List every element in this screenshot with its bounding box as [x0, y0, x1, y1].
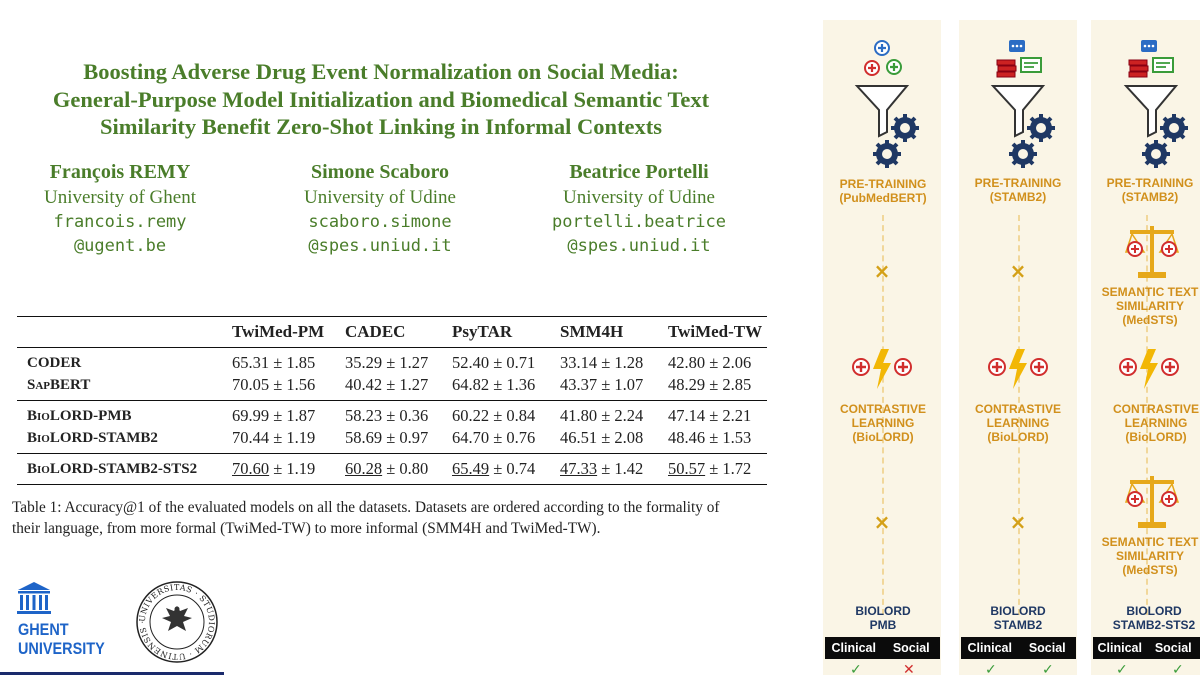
table-row	[17, 348, 767, 375]
clinical-label: Clinical	[825, 637, 883, 659]
step-source: (BioLORD)	[1081, 430, 1200, 444]
step-source: (STAMB2)	[1075, 190, 1200, 204]
skip-x-icon: ×	[1008, 512, 1028, 532]
step-contrastive-label	[808, 402, 958, 444]
results-table	[17, 316, 767, 485]
contrastive-learning-icon	[987, 347, 1051, 391]
author-2	[260, 160, 500, 258]
step-title: PRE-TRAINING	[808, 177, 958, 191]
ghent-university-logo	[14, 580, 124, 660]
step-pretraining-label	[808, 177, 958, 205]
model-output-name: BIOLORD	[1079, 604, 1200, 618]
table-cell	[668, 454, 767, 485]
clinical-label: Clinical	[961, 637, 1019, 659]
social-label: Social	[1019, 637, 1077, 659]
funnel-gears-icon	[1122, 82, 1196, 170]
skip-x-icon: ×	[1008, 261, 1028, 281]
balance-scale-icon	[1124, 472, 1180, 530]
model-output-variant: STAMB2-STS2	[1079, 618, 1200, 632]
table-cell	[345, 454, 452, 485]
table-cell: 70.44 ± 1.19	[232, 427, 345, 454]
step-source: (PubMedBERT)	[808, 191, 958, 205]
table-cell: 64.82 ± 1.36	[452, 374, 560, 401]
best-value: 70.60	[232, 459, 269, 478]
author-name: François REMY	[0, 160, 240, 185]
model-name: BioLORD-STAMB2	[17, 427, 232, 454]
table-cell	[560, 454, 668, 485]
title-line-3: Similarity Benefit Zero-Shot Linking in Informal Contexts	[0, 113, 762, 141]
check-icon: ✓	[1172, 662, 1184, 678]
step-source: (STAMB2)	[943, 190, 1093, 204]
table-cell: 48.46 ± 1.53	[668, 427, 767, 454]
best-value: 65.49	[452, 459, 489, 478]
ghent-building-icon	[14, 580, 54, 618]
funnel-gears-icon	[989, 82, 1063, 170]
table-header-cadec: CADEC	[345, 317, 452, 348]
caption-line-2: their language, from more formal (TwiMed-TW) to more informal (SMM4H and TwiMed-TW).	[12, 518, 782, 539]
clinical-label: Clinical	[1093, 637, 1147, 659]
std-value: ± 0.74	[493, 459, 535, 478]
contrastive-learning-icon	[851, 347, 915, 391]
table-header-psytar: PsyTAR	[452, 317, 560, 348]
model-name: BioLORD-STAMB2-STS2	[17, 454, 232, 485]
title-line-2: General-Purpose Model Initialization and Biomedical Semantic Text	[0, 86, 762, 114]
clinical-social-bar	[825, 637, 940, 659]
table-header-smm4h: SMM4H	[560, 317, 668, 348]
author-affiliation: University of Udine	[260, 185, 500, 210]
cross-icon: ✕	[903, 662, 915, 678]
author-1	[0, 160, 240, 258]
paper-title	[0, 58, 762, 141]
step-pretraining-label	[943, 176, 1093, 204]
std-value: ± 1.19	[273, 459, 315, 478]
step-title-2: SIMILARITY	[1075, 549, 1200, 563]
contrastive-learning-icon	[1118, 347, 1182, 391]
model-output-name: BIOLORD	[808, 604, 958, 618]
author-affiliation: University of Ghent	[0, 185, 240, 210]
table-cell: 41.80 ± 2.24	[560, 401, 668, 428]
model-name: CODER	[17, 348, 232, 375]
table-cell: 46.51 ± 2.08	[560, 427, 668, 454]
model-name: BioLORD-PMB	[17, 401, 232, 428]
step-title: PRE-TRAINING	[1075, 176, 1200, 190]
table-cell: 35.29 ± 1.27	[345, 348, 452, 375]
udine-seal-icon	[135, 580, 219, 664]
author-email-domain: @spes.uniud.it	[519, 234, 759, 258]
funnel-gears-icon	[853, 82, 927, 170]
table-cell: 70.05 ± 1.56	[232, 374, 345, 401]
skip-x-icon: ×	[872, 261, 892, 281]
step-title-2: LEARNING	[1081, 416, 1200, 430]
clinical-social-bar	[961, 637, 1076, 659]
title-line-1: Boosting Adverse Drug Event Normalization on Social Media:	[0, 58, 762, 86]
best-value: 60.28	[345, 459, 382, 478]
step-title: CONTRASTIVE	[1081, 402, 1200, 416]
balance-scale-icon	[1124, 222, 1180, 280]
step-title-2: LEARNING	[943, 416, 1093, 430]
check-icon: ✓	[985, 662, 997, 678]
std-value: ± 0.80	[386, 459, 428, 478]
step-title: PRE-TRAINING	[943, 176, 1093, 190]
skip-x-icon: ×	[872, 512, 892, 532]
table-cell: 47.14 ± 2.21	[668, 401, 767, 428]
ghent-wordmark	[18, 620, 105, 658]
author-name: Beatrice Portelli	[519, 160, 759, 185]
author-affiliation: University of Udine	[519, 185, 759, 210]
model-output-label	[1079, 604, 1200, 632]
step-sts-label	[1075, 535, 1200, 577]
step-title: CONTRASTIVE	[808, 402, 958, 416]
model-output-variant: STAMB2	[943, 618, 1093, 632]
ghent-line-1: GHENT	[18, 620, 105, 639]
table-header-twimed-tw: TwiMed-TW	[668, 317, 767, 348]
table-cell	[452, 454, 560, 485]
step-sts-label	[1075, 285, 1200, 327]
table-cell: 52.40 ± 0.71	[452, 348, 560, 375]
table-header-model	[17, 317, 232, 348]
model-output-label	[808, 604, 958, 632]
clinical-social-bar	[1093, 637, 1200, 659]
table-header-twimed-pm: TwiMed-PM	[232, 317, 345, 348]
step-title: SEMANTIC TEXT	[1075, 535, 1200, 549]
check-icon: ✓	[1042, 662, 1054, 678]
table-cell: 40.42 ± 1.27	[345, 374, 452, 401]
author-3	[519, 160, 759, 258]
author-email-domain: @spes.uniud.it	[260, 234, 500, 258]
std-value: ± 1.42	[601, 459, 643, 478]
check-icon: ✓	[850, 662, 862, 678]
table-caption	[12, 497, 782, 539]
svg-text:UNIVERSITAS · STUDIORUM · UTIN: UNIVERSITAS · STUDIORUM · UTINENSIS ·	[138, 583, 216, 661]
step-source: (MedSTS)	[1075, 313, 1200, 327]
table-row	[17, 454, 767, 485]
step-source: (BioLORD)	[943, 430, 1093, 444]
author-email-domain: @ugent.be	[0, 234, 240, 258]
step-contrastive-label	[1081, 402, 1200, 444]
step-contrastive-label	[943, 402, 1093, 444]
model-name: SapBERT	[17, 374, 232, 401]
step-source: (BioLORD)	[808, 430, 958, 444]
table-cell: 69.99 ± 1.87	[232, 401, 345, 428]
udine-seal-logo	[135, 580, 219, 664]
step-title-2: SIMILARITY	[1075, 299, 1200, 313]
author-email: francois.remy	[0, 210, 240, 234]
step-title-2: LEARNING	[808, 416, 958, 430]
table-row	[17, 427, 767, 454]
author-email: scaboro.simone	[260, 210, 500, 234]
social-label: Social	[883, 637, 941, 659]
table-cell: 64.70 ± 0.76	[452, 427, 560, 454]
table-cell: 65.31 ± 1.85	[232, 348, 345, 375]
best-value: 47.33	[560, 459, 597, 478]
table-row	[17, 401, 767, 428]
caption-line-1: Table 1: Accuracy@1 of the evaluated models on all the datasets. Datasets are ordered according to the formality of	[12, 497, 782, 518]
author-email: portelli.beatrice	[519, 210, 759, 234]
social-label: Social	[1147, 637, 1200, 659]
table-cell: 58.23 ± 0.36	[345, 401, 452, 428]
mixed-sources-icon	[995, 38, 1045, 82]
step-title: SEMANTIC TEXT	[1075, 285, 1200, 299]
model-output-name: BIOLORD	[943, 604, 1093, 618]
check-icon: ✓	[1116, 662, 1128, 678]
ghent-line-2: UNIVERSITY	[18, 639, 105, 658]
table-row	[17, 374, 767, 401]
table-cell: 43.37 ± 1.07	[560, 374, 668, 401]
step-title: CONTRASTIVE	[943, 402, 1093, 416]
table-cell	[232, 454, 345, 485]
table-cell: 48.29 ± 2.85	[668, 374, 767, 401]
table-cell: 60.22 ± 0.84	[452, 401, 560, 428]
table-cell: 58.69 ± 0.97	[345, 427, 452, 454]
medical-sources-icon	[862, 38, 906, 82]
author-name: Simone Scaboro	[260, 160, 500, 185]
table-cell: 42.80 ± 2.06	[668, 348, 767, 375]
table-cell: 33.14 ± 1.28	[560, 348, 668, 375]
step-source: (MedSTS)	[1075, 563, 1200, 577]
mixed-sources-icon	[1127, 38, 1177, 82]
model-output-label	[943, 604, 1093, 632]
std-value: ± 1.72	[709, 459, 751, 478]
step-pretraining-label	[1075, 176, 1200, 204]
best-value: 50.57	[668, 459, 705, 478]
model-output-variant: PMB	[808, 618, 958, 632]
